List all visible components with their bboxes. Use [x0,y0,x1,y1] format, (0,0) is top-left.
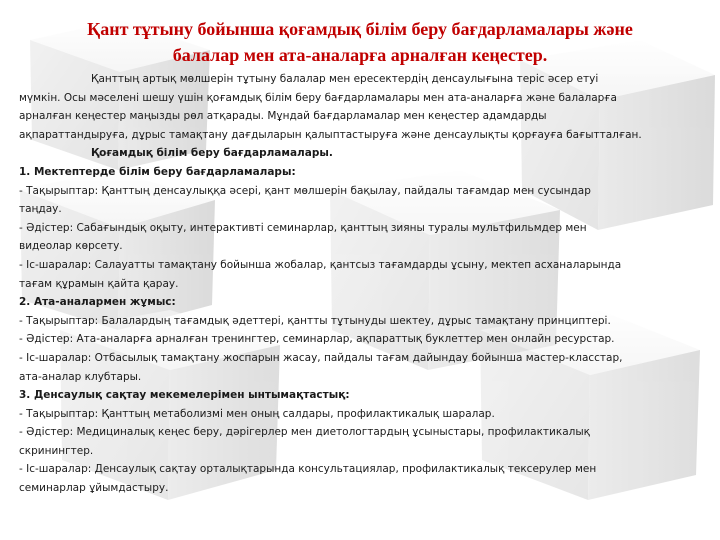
section-1-topics: - Тақырыптар: Қанттың денсаулыққа әсері, қант мөлшерін бақылау, пайдалы тағамдар мен сусындар [19,184,591,197]
section-1-methods: - Әдістер: Сабағындық оқыту, интерактивті семинарлар, қанттың зияны туралы мультфильмдер мен [19,221,587,234]
intro-line: арналған кеңестер маңызды рөл атқарады. Мұндай бағдарламалар мен кеңестер адамдарды [19,110,547,123]
section-1-events: - Іс-шаралар: Салауатты тамақтану бойынша жобалар, қантсыз тағамдарды ұсыну, мектеп асханаларында [19,258,622,271]
section-1-events-cont: тағам құрамын қайта қарау. [19,277,179,290]
section-2-topics: - Тақырыптар: Балалардың тағамдық әдеттері, қантты тұтынуды шектеу, дұрыс тамақтану принциптері. [19,314,611,327]
section-3-events: - Іс-шаралар: Денсаулық сақтау орталықтарында консультациялар, профилактикалық тексерулер мен [19,463,597,476]
section-1-heading: 1. Мектептерде білім беру бағдарламалары: [19,165,296,178]
section-3-events-cont: семинарлар ұйымдастыру. [19,482,169,495]
section-1-methods-cont: видеолар көрсету. [19,240,123,253]
title-line-1: Қант тұтыну бойынша қоғамдық білім беру бағдарламалары және [87,19,633,39]
section-3-topics: - Тақырыптар: Қанттың метаболизмі мен оның салдары, профилактикалық шаралар. [19,407,495,420]
section-3-methods: - Әдістер: Медициналық кеңес беру, дәрігерлер мен диетологтардың ұсыныстары, профилактикалық [19,426,590,439]
section-2-events: - Іс-шаралар: Отбасылық тамақтану жоспарын жасау, пайдалы тағам дайындау бойынша мастер-класстар, [19,351,623,364]
section-2-heading: 2. Ата-аналармен жұмыс: [19,296,176,309]
section-2-events-cont: ата-аналар клубтары. [19,370,142,383]
section-1-topics-cont: таңдау. [19,203,62,216]
section-3-heading: 3. Денсаулық сақтау мекемелерімен ынтымақтастық: [19,389,350,402]
intro-line: мүмкін. Осы мәселені шешу үшін қоғамдық білім беру бағдарламалары мен ата-аналарға және балаларға [19,91,617,104]
title-line-2: балалар мен ата-аналарға арналған кеңестер. [172,45,548,65]
programs-heading: Қоғамдық білім беру бағдарламалары. [91,147,333,160]
intro-line: Қанттың артық мөлшерін тұтыну балалар мен ересектердің денсаулығына теріс әсер етуі [91,73,599,85]
section-2-methods: - Әдістер: Ата-аналарға арналған тренингтер, семинарлар, ақпараттық буклеттер мен онлайн ресурстар. [19,333,615,346]
section-3-methods-cont: скринингтер. [19,444,94,457]
intro-line: ақпараттандыруға, дұрыс тамақтану дағдыларын қалыптастыруға және денсаулықты қорғауға бағытталған. [19,128,642,141]
document-body [19,70,709,498]
